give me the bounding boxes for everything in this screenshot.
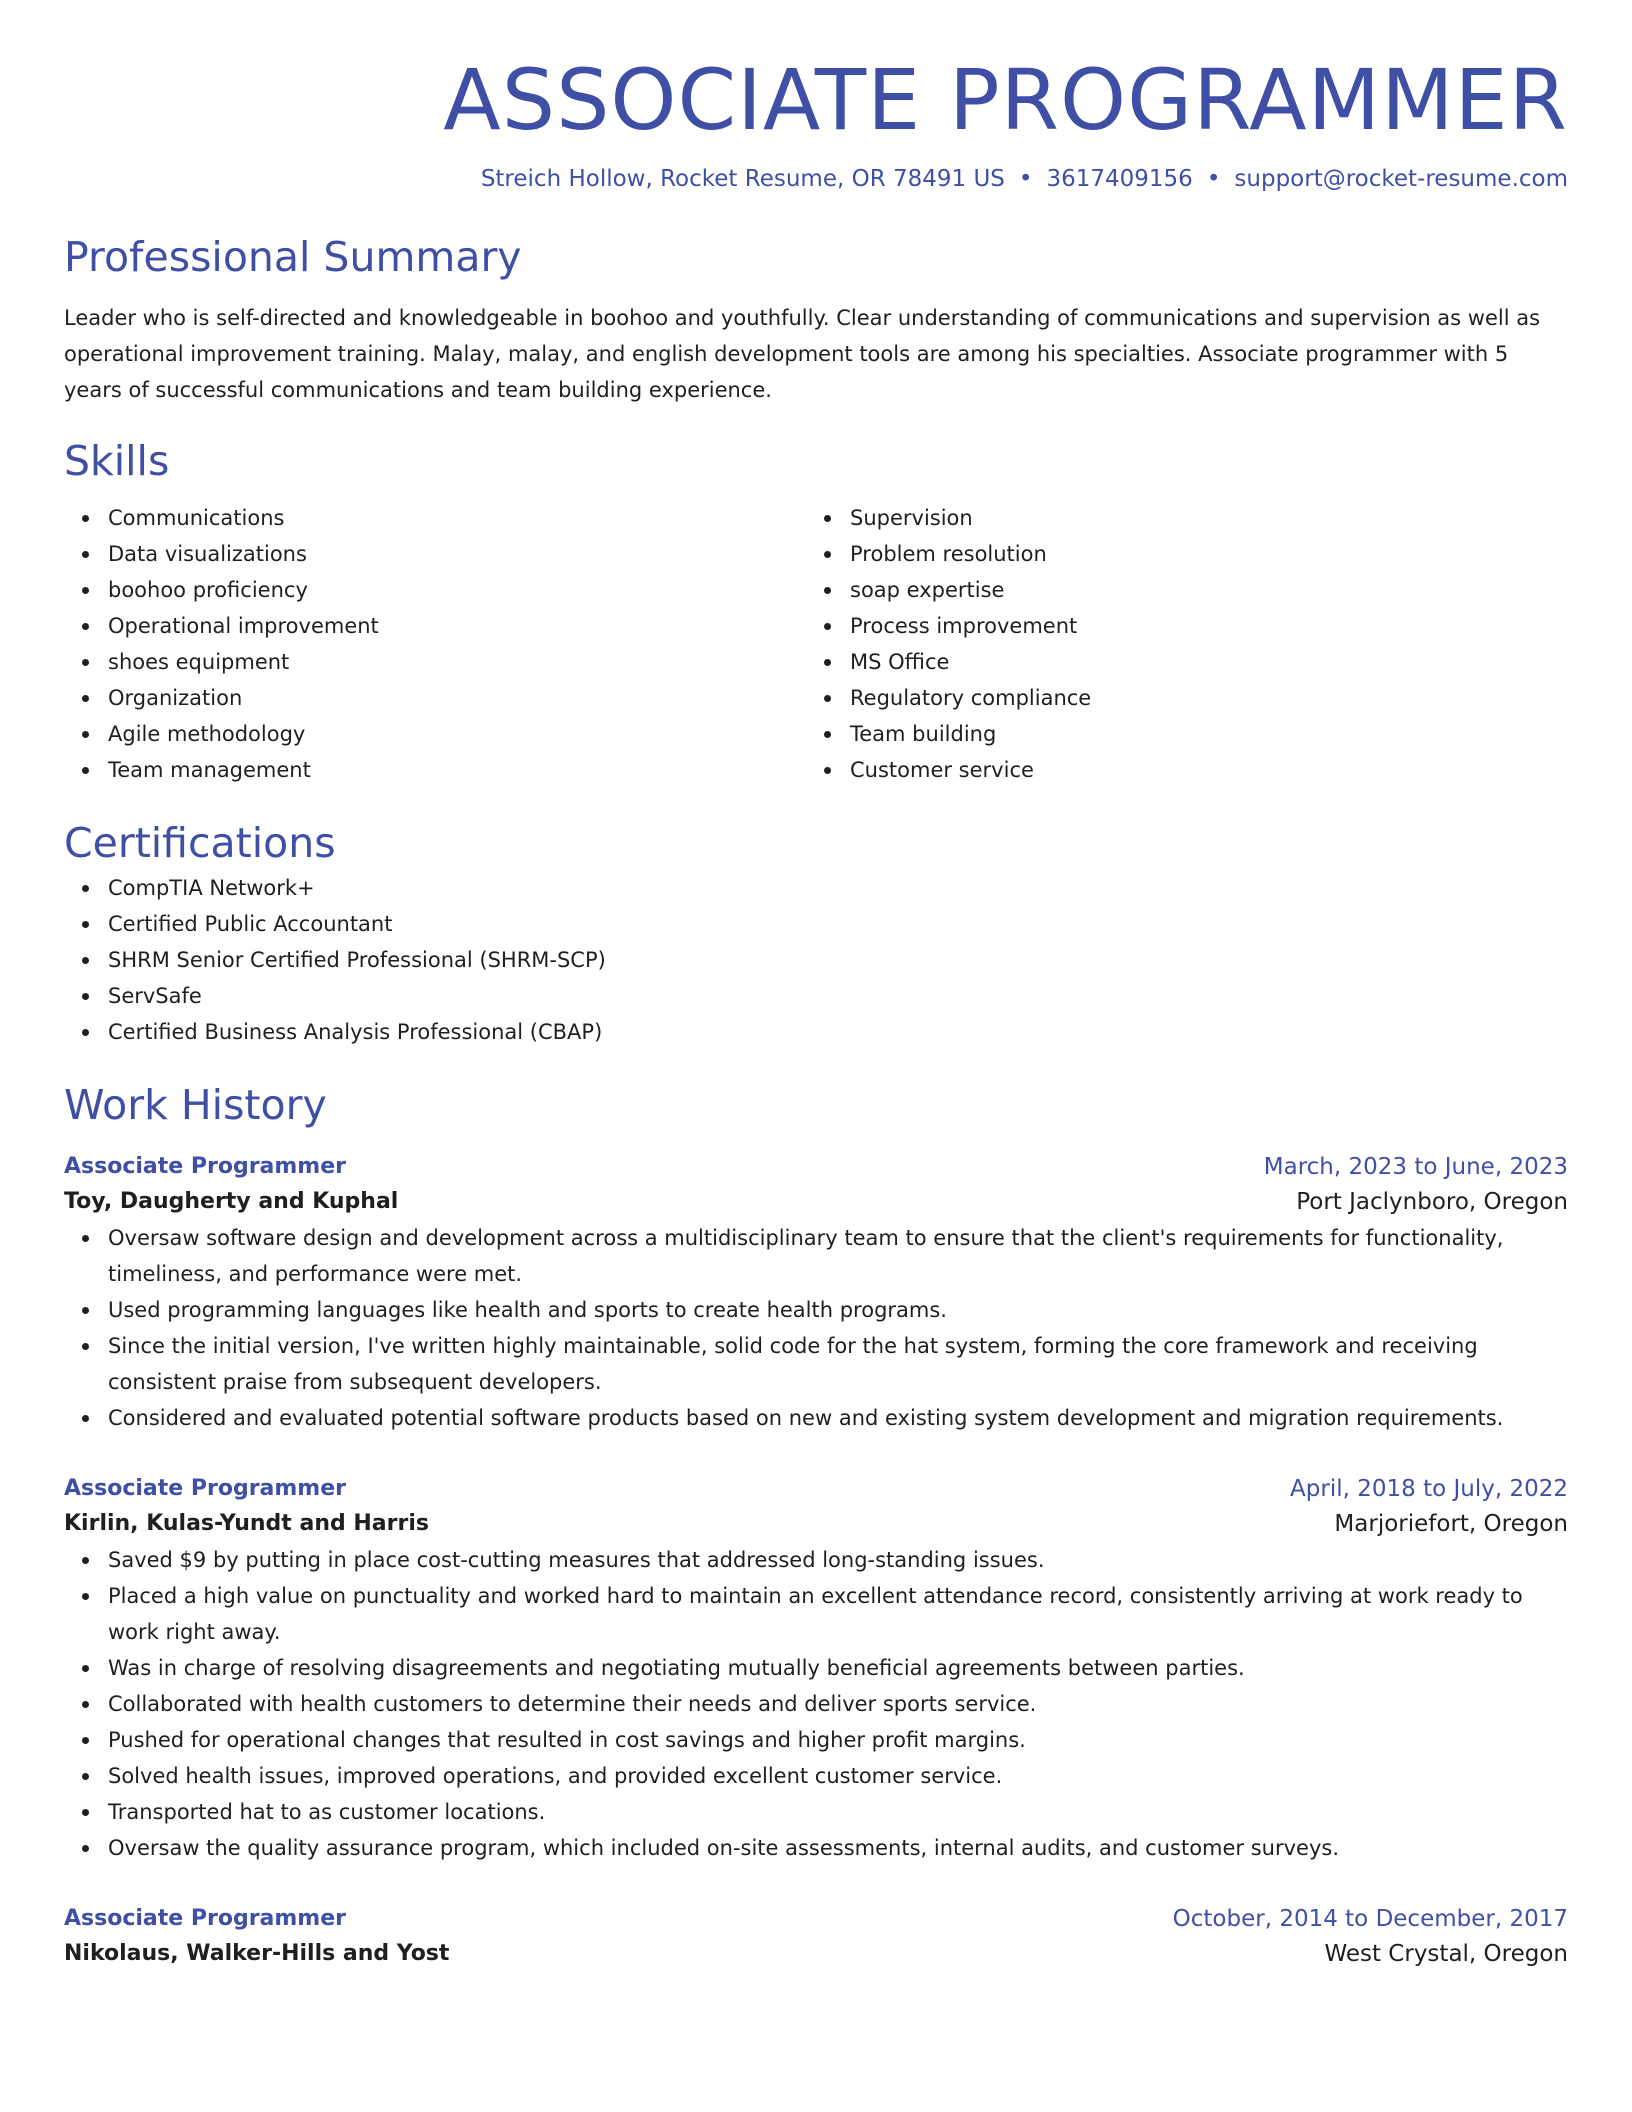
skill-item: boohoo proficiency — [64, 572, 806, 608]
job-bullet: Since the initial version, I've written highly maintainable, solid code for the hat system, forming the core framework and receiving consistent praise from subsequent developers. — [64, 1328, 1568, 1400]
job-responsibilities — [64, 1220, 1568, 1436]
job-header-row — [64, 1472, 1568, 1506]
job-entry — [64, 1150, 1568, 1436]
skill-item: Agile methodology — [64, 716, 806, 752]
job-header-row — [64, 1150, 1568, 1184]
skill-item: Data visualizations — [64, 536, 806, 572]
certification-item: Certified Business Analysis Professional (CBAP) — [64, 1014, 1568, 1050]
job-bullet: Saved $9 by putting in place cost-cutting measures that addressed long-standing issues. — [64, 1542, 1568, 1578]
job-entry — [64, 1472, 1568, 1866]
skill-item: shoes equipment — [64, 644, 806, 680]
job-bullet: Pushed for operational changes that resulted in cost savings and higher profit margins. — [64, 1722, 1568, 1758]
summary-heading: Professional Summary — [64, 233, 522, 281]
certification-item: SHRM Senior Certified Professional (SHRM-SCP) — [64, 942, 1568, 978]
skill-item: Team management — [64, 752, 806, 788]
skills-heading: Skills — [64, 437, 170, 485]
job-bullet: Solved health issues, improved operations, and provided excellent customer service. — [64, 1758, 1568, 1794]
skills-grid — [64, 500, 1568, 788]
job-company-row — [64, 1936, 1568, 1972]
certification-item: CompTIA Network+ — [64, 870, 1568, 906]
certification-item: Certified Public Accountant — [64, 906, 1568, 942]
job-bullet: Oversaw the quality assurance program, which included on-site assessments, internal audits, and customer surveys. — [64, 1830, 1568, 1866]
skill-item: Supervision — [806, 500, 1548, 536]
job-title: Associate Programmer — [64, 1154, 347, 1179]
job-company-row — [64, 1184, 1568, 1220]
skill-item: Customer service — [806, 752, 1548, 788]
summary-text: Leader who is self-directed and knowledgeable in boohoo and youthfully. Clear understanding of communications and supervision as well as operational improvement training. Malay, malay, and english development tools are among his specialties. Associate programmer with 5 years of successful communications and team building experience. — [64, 306, 1541, 402]
skill-item: soap expertise — [806, 572, 1548, 608]
certifications-heading: Certifications — [64, 819, 336, 867]
job-bullet: Transported hat to as customer locations. — [64, 1794, 1568, 1830]
job-dates: April, 2018 to July, 2022 — [1290, 1476, 1568, 1502]
job-company-row — [64, 1506, 1568, 1542]
skill-item: Team building — [806, 716, 1548, 752]
job-location: West Crystal, Oregon — [1324, 1941, 1568, 1967]
job-company: Toy, Daugherty and Kuphal — [64, 1189, 399, 1214]
job-location: Marjoriefort, Oregon — [1334, 1511, 1568, 1537]
job-company: Nikolaus, Walker-Hills and Yost — [64, 1941, 450, 1966]
skill-item: Regulatory compliance — [806, 680, 1548, 716]
job-bullet: Placed a high value on punctuality and worked hard to maintain an excellent attendance record, consistently arriving at work ready to work right away. — [64, 1578, 1568, 1650]
job-bullet: Used programming languages like health and sports to create health programs. — [64, 1292, 1568, 1328]
contact-phone: 3617409156 — [1046, 166, 1193, 192]
skills-list-left — [64, 500, 806, 788]
work-history-heading: Work History — [64, 1081, 327, 1129]
job-bullet: Oversaw software design and development across a multidisciplinary team to ensure that the client's requirements for functionality, timeliness, and performance were met. — [64, 1220, 1568, 1292]
contact-line — [64, 162, 1568, 196]
contact-separator: • — [1018, 166, 1033, 192]
skill-item: MS Office — [806, 644, 1548, 680]
job-location: Port Jaclynboro, Oregon — [1296, 1189, 1568, 1215]
job-header-row — [64, 1902, 1568, 1936]
contact-email: support@rocket-resume.com — [1234, 166, 1568, 192]
skill-item: Problem resolution — [806, 536, 1548, 572]
certifications-list — [64, 870, 1568, 1050]
contact-address: Streich Hollow, Rocket Resume, OR 78491 US — [480, 166, 1005, 192]
job-title: Associate Programmer — [64, 1476, 347, 1501]
resume-name: ASSOCIATE PROGRAMMER — [443, 51, 1568, 149]
resume-page — [64, 50, 1568, 1972]
skill-item: Organization — [64, 680, 806, 716]
skill-item: Communications — [64, 500, 806, 536]
job-title: Associate Programmer — [64, 1906, 347, 1931]
job-bullet: Was in charge of resolving disagreements and negotiating mutually beneficial agreements between parties. — [64, 1650, 1568, 1686]
job-bullet: Considered and evaluated potential software products based on new and existing system development and migration requirements. — [64, 1400, 1568, 1436]
skill-item: Process improvement — [806, 608, 1548, 644]
certification-item: ServSafe — [64, 978, 1568, 1014]
skill-item: Operational improvement — [64, 608, 806, 644]
job-dates: October, 2014 to December, 2017 — [1172, 1906, 1568, 1932]
job-dates: March, 2023 to June, 2023 — [1263, 1154, 1568, 1180]
job-responsibilities — [64, 1542, 1568, 1866]
job-bullet: Collaborated with health customers to determine their needs and deliver sports service. — [64, 1686, 1568, 1722]
job-company: Kirlin, Kulas-Yundt and Harris — [64, 1511, 429, 1536]
contact-separator: • — [1206, 166, 1221, 192]
job-entry — [64, 1902, 1568, 1972]
skills-list-right — [806, 500, 1548, 788]
